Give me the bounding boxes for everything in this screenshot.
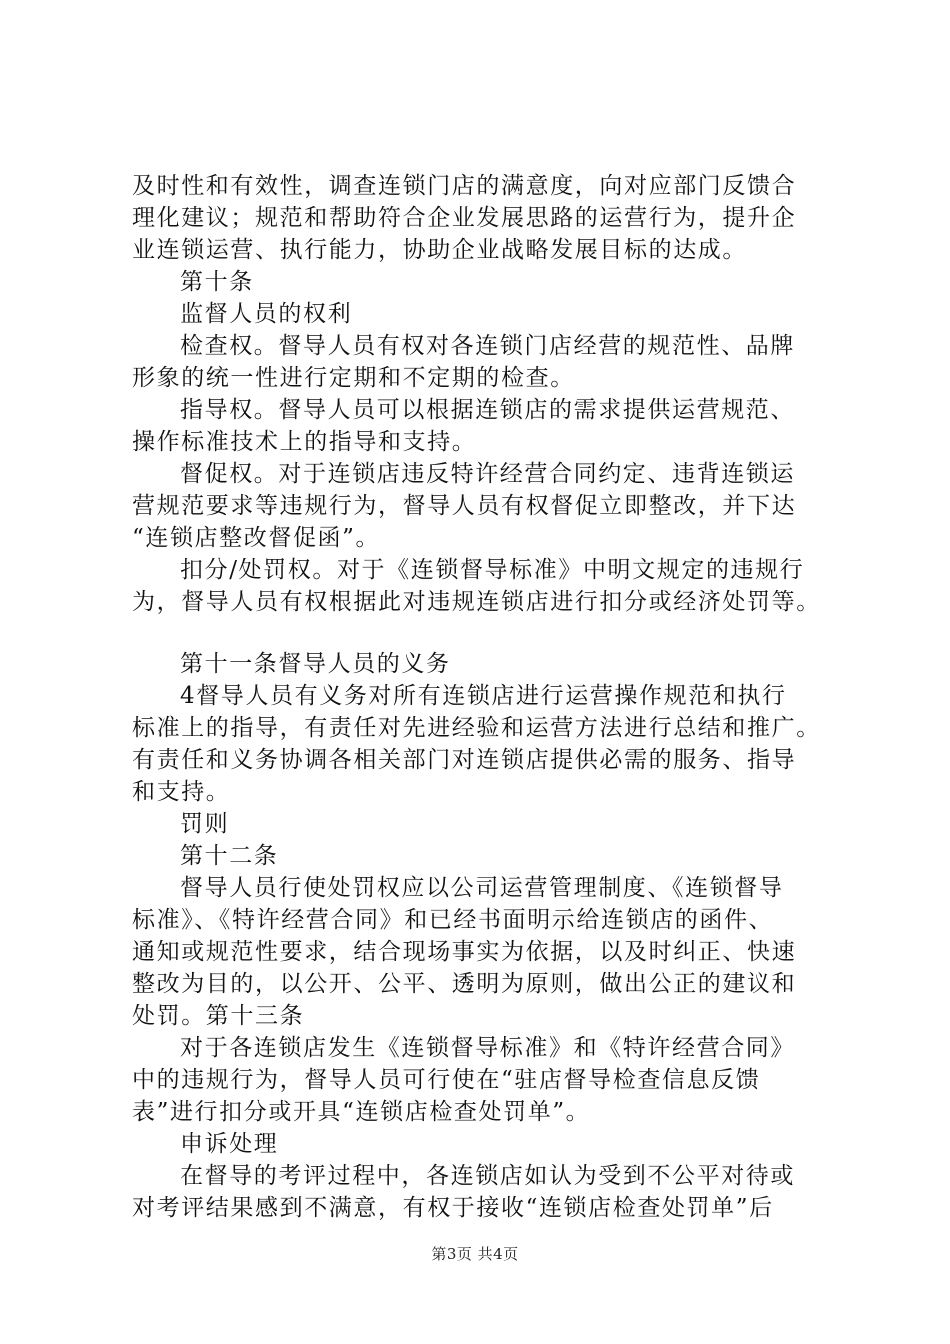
text-line: 指导权。督导人员可以根据连锁店的需求提供运营规范、	[180, 397, 795, 423]
text-line: 表”进行扣分或开具“连锁店检查处罚单”。	[132, 1099, 591, 1125]
text-line: 整改为目的，以公开、公平、透明为原则，做出公正的建议和	[132, 971, 797, 997]
text-line: 和支持。	[132, 779, 231, 805]
section-heading: 监督人员的权利	[180, 301, 353, 327]
article-heading: 第十一条督导人员的义务	[180, 651, 451, 677]
text-line: 对于各连锁店发生《连锁督导标准》和《特许经营合同》	[180, 1035, 795, 1061]
page-footer: 第3页 共4页	[431, 1245, 519, 1263]
paragraph-gap	[132, 618, 837, 648]
text-line: “连锁店整改督促函”。	[132, 525, 381, 551]
document-body	[132, 170, 837, 1224]
text-line: 在督导的考评过程中，各连锁店如认为受到不公平对待或	[180, 1163, 795, 1189]
text-line: 业连锁运营、执行能力，协助企业战略发展目标的达成。	[132, 237, 747, 263]
text-line: 为，督导人员有权根据此对违规连锁店进行扣分或经济处罚等。	[132, 589, 821, 615]
text-line: 中的违规行为，督导人员可行使在“驻店督导检查信息反馈	[132, 1067, 761, 1093]
section-heading: 罚则	[180, 811, 230, 837]
text-line: 处罚。第十三条	[132, 1003, 305, 1029]
text-line: 标准》、《特许经营合同》和已经书面明示给连锁店的函件、	[132, 907, 774, 933]
text-line: 4督导人员有义务对所有连锁店进行运营操作规范和执行	[180, 683, 787, 709]
text-line: 督导人员行使处罚权应以公司运营管理制度、《连锁督导	[180, 875, 784, 901]
text-line: 营规范要求等违规行为，督导人员有权督促立即整改，并下达	[132, 493, 797, 519]
text-line: 标准上的指导，有责任对先进经验和运营方法进行总结和推广。	[132, 715, 821, 741]
section-heading: 申诉处理	[180, 1131, 279, 1157]
text-line: 扣分/处罚权。对于《连锁督导标准》中明文规定的违规行	[180, 557, 805, 583]
text-line: 理化建议；规范和帮助符合企业发展思路的运营行为，提升企	[132, 205, 797, 231]
text-line: 检查权。督导人员有权对各连锁门店经营的规范性、品牌	[180, 333, 795, 359]
text-line: 对考评结果感到不满意，有权于接收“连锁店检查处罚单”后	[132, 1195, 774, 1221]
text-line: 督促权。对于连锁店违反特许经营合同约定、违背连锁运	[180, 461, 795, 487]
article-heading: 第十二条	[180, 843, 279, 869]
text-line: 形象的统一性进行定期和不定期的检查。	[132, 365, 575, 391]
text-line: 及时性和有效性，调查连锁门店的满意度，向对应部门反馈合	[132, 173, 797, 199]
text-line: 通知或规范性要求，结合现场事实为依据，以及时纠正、快速	[132, 939, 797, 965]
text-line: 操作标准技术上的指导和支持。	[132, 429, 477, 455]
text-line: 有责任和义务协调各相关部门对连锁店提供必需的服务、指导	[132, 747, 797, 773]
article-heading: 第十条	[180, 269, 254, 295]
